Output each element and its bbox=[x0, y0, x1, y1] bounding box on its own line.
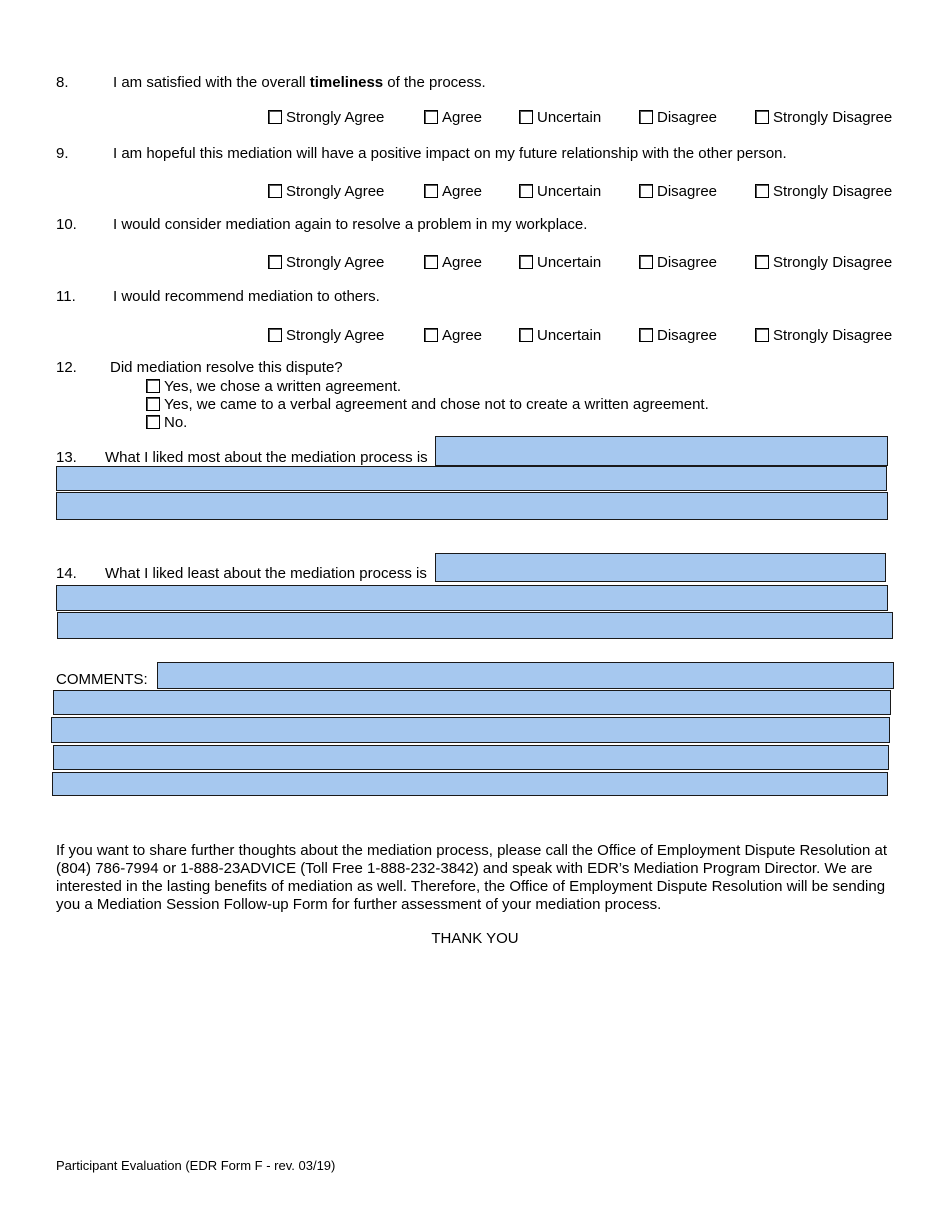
q8-agree-checkbox[interactable] bbox=[424, 110, 438, 124]
q8-option-strongly-disagree[interactable] bbox=[755, 108, 892, 126]
q11-option-uncertain[interactable] bbox=[519, 326, 601, 344]
q10-strongly-disagree-checkbox[interactable] bbox=[755, 255, 769, 269]
q10-strongly-disagree-label: Strongly Disagree bbox=[773, 253, 893, 271]
q9-disagree-label: Disagree bbox=[657, 182, 718, 200]
q10-disagree-checkbox[interactable] bbox=[639, 255, 653, 269]
q10-option-agree[interactable] bbox=[424, 253, 482, 271]
q14-field-line-1[interactable] bbox=[435, 553, 886, 582]
q14-field-line-2[interactable] bbox=[56, 585, 888, 611]
q13-field-line-3[interactable] bbox=[56, 492, 888, 520]
q8-agree-label: Agree bbox=[442, 108, 483, 126]
q11-option-strongly-agree[interactable] bbox=[268, 326, 384, 344]
q10-strongly-agree-label: Strongly Agree bbox=[286, 253, 385, 271]
q8-strongly-agree-checkbox[interactable] bbox=[268, 110, 282, 124]
q12-no-checkbox[interactable] bbox=[146, 415, 160, 429]
q12-written-label: Yes, we chose a written agreement. bbox=[164, 377, 402, 395]
q12-no-label: No. bbox=[164, 413, 188, 431]
q11-uncertain-checkbox[interactable] bbox=[519, 328, 533, 342]
q8-disagree-label: Disagree bbox=[657, 108, 718, 126]
q8-strongly-agree-label: Strongly Agree bbox=[286, 108, 385, 126]
q9-option-uncertain[interactable] bbox=[519, 182, 601, 200]
q9-option-disagree[interactable] bbox=[639, 182, 717, 200]
q12-written-checkbox[interactable] bbox=[146, 379, 160, 393]
q14-number: 14. bbox=[56, 565, 77, 582]
q12-option-verbal[interactable] bbox=[146, 395, 709, 413]
q9-strongly-agree-checkbox[interactable] bbox=[268, 184, 282, 198]
q9-option-strongly-disagree[interactable] bbox=[755, 182, 892, 200]
q13-field-line-2[interactable] bbox=[56, 466, 887, 491]
q10-strongly-agree-checkbox[interactable] bbox=[268, 255, 282, 269]
q8-option-uncertain[interactable] bbox=[519, 108, 601, 126]
q9-text: I am hopeful this mediation will have a positive impact on my future relationship with the other person. bbox=[113, 145, 787, 162]
q11-strongly-agree-checkbox[interactable] bbox=[268, 328, 282, 342]
q8-option-strongly-agree[interactable] bbox=[268, 108, 384, 126]
q10-uncertain-label: Uncertain bbox=[537, 253, 602, 271]
q11-option-disagree[interactable] bbox=[639, 326, 717, 344]
q11-strongly-disagree-checkbox[interactable] bbox=[755, 328, 769, 342]
q12-option-written[interactable] bbox=[146, 377, 401, 395]
q12-verbal-checkbox[interactable] bbox=[146, 397, 160, 411]
q8-option-disagree[interactable] bbox=[639, 108, 717, 126]
comments-field-line-2[interactable] bbox=[53, 690, 891, 715]
q10-agree-label: Agree bbox=[442, 253, 483, 271]
thank-you: THANK YOU bbox=[431, 930, 519, 947]
q8-number: 8. bbox=[56, 74, 69, 91]
q8-text: I am satisfied with the overall timeliness of the process. bbox=[113, 74, 486, 91]
q11-option-agree[interactable] bbox=[424, 326, 482, 344]
q8-strongly-disagree-label: Strongly Disagree bbox=[773, 108, 893, 126]
q10-option-strongly-disagree[interactable] bbox=[755, 253, 892, 271]
comments-field-line-3[interactable] bbox=[51, 717, 890, 743]
q12-option-no[interactable] bbox=[146, 413, 187, 431]
footer-form-id: Participant Evaluation (EDR Form F - rev. 03/19) bbox=[56, 1158, 336, 1173]
q8-strongly-disagree-checkbox[interactable] bbox=[755, 110, 769, 124]
q8-uncertain-checkbox[interactable] bbox=[519, 110, 533, 124]
q11-number: 11. bbox=[56, 288, 76, 305]
q11-agree-label: Agree bbox=[442, 326, 483, 344]
q9-uncertain-label: Uncertain bbox=[537, 182, 602, 200]
q10-uncertain-checkbox[interactable] bbox=[519, 255, 533, 269]
q11-uncertain-label: Uncertain bbox=[537, 326, 602, 344]
q8-option-agree[interactable] bbox=[424, 108, 482, 126]
q11-strongly-agree-label: Strongly Agree bbox=[286, 326, 385, 344]
q9-option-strongly-agree[interactable] bbox=[268, 182, 384, 200]
q9-option-agree[interactable] bbox=[424, 182, 482, 200]
q11-disagree-label: Disagree bbox=[657, 326, 718, 344]
q11-option-strongly-disagree[interactable] bbox=[755, 326, 892, 344]
closing-paragraph: If you want to share further thoughts about the mediation process, please call the Office of Employment Dispute Resolution at (804) 786-7994 or 1-888-23ADVICE (Toll Free 1-888-232-3842) and speak with EDR’s Mediation Program Director. We are interested in the lasting benefits of mediation as well. Therefore, the Office of Employment Dispute Resolution will be sending you a Mediation Session Follow-up Form for further assessment of your mediation process. bbox=[56, 842, 888, 913]
q9-agree-label: Agree bbox=[442, 182, 483, 200]
q13-number: 13. bbox=[56, 449, 77, 466]
q13-text: What I liked most about the mediation process is bbox=[105, 449, 428, 466]
q8-uncertain-label: Uncertain bbox=[537, 108, 602, 126]
comments-field-line-4[interactable] bbox=[53, 745, 889, 770]
q14-text: What I liked least about the mediation process is bbox=[105, 565, 427, 582]
q9-disagree-checkbox[interactable] bbox=[639, 184, 653, 198]
comments-label: COMMENTS: bbox=[56, 671, 148, 688]
q11-disagree-checkbox[interactable] bbox=[639, 328, 653, 342]
q10-option-strongly-agree[interactable] bbox=[268, 253, 384, 271]
q10-disagree-label: Disagree bbox=[657, 253, 718, 271]
q12-verbal-label: Yes, we came to a verbal agreement and chose not to create a written agreement. bbox=[164, 395, 709, 413]
q9-uncertain-checkbox[interactable] bbox=[519, 184, 533, 198]
q9-strongly-agree-label: Strongly Agree bbox=[286, 182, 385, 200]
q12-text: Did mediation resolve this dispute? bbox=[110, 359, 343, 376]
q14-field-line-3[interactable] bbox=[57, 612, 893, 639]
q12-number: 12. bbox=[56, 359, 77, 376]
q10-option-uncertain[interactable] bbox=[519, 253, 601, 271]
q11-strongly-disagree-label: Strongly Disagree bbox=[773, 326, 893, 344]
q8-disagree-checkbox[interactable] bbox=[639, 110, 653, 124]
comments-field-line-1[interactable] bbox=[157, 662, 894, 689]
q10-agree-checkbox[interactable] bbox=[424, 255, 438, 269]
q11-text: I would recommend mediation to others. bbox=[113, 288, 380, 305]
q10-option-disagree[interactable] bbox=[639, 253, 717, 271]
q9-strongly-disagree-label: Strongly Disagree bbox=[773, 182, 893, 200]
comments-field-line-5[interactable] bbox=[52, 772, 888, 796]
q10-text: I would consider mediation again to resolve a problem in my workplace. bbox=[113, 216, 588, 233]
q9-agree-checkbox[interactable] bbox=[424, 184, 438, 198]
q13-field-line-1[interactable] bbox=[435, 436, 888, 466]
q9-number: 9. bbox=[56, 145, 69, 162]
q10-number: 10. bbox=[56, 216, 77, 233]
q11-agree-checkbox[interactable] bbox=[424, 328, 438, 342]
q9-strongly-disagree-checkbox[interactable] bbox=[755, 184, 769, 198]
